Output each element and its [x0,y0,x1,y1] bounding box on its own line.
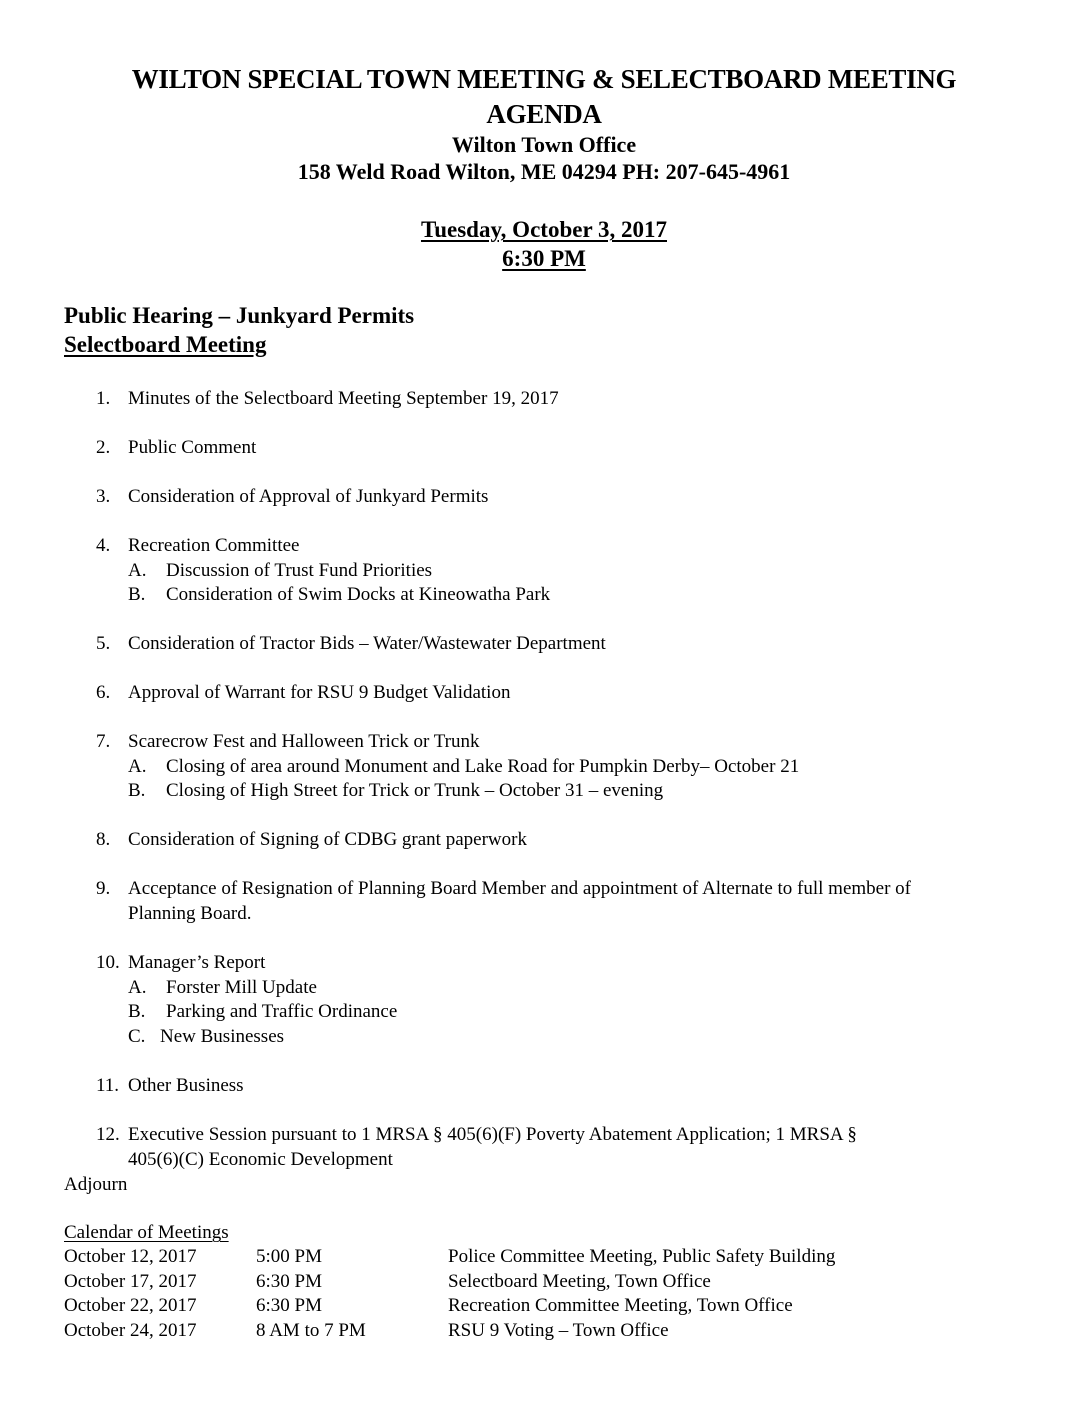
agenda-item-continuation: 405(6)(C) Economic Development [128,1149,393,1170]
agenda-subitem-letter: A. [128,977,147,998]
agenda-item-number: 5. [96,633,111,654]
agenda-subitem-text: Discussion of Trust Fund Priorities [166,560,433,581]
agenda-item-text: Consideration of Approval of Junkyard Permits [128,486,489,507]
agenda-item-number: 6. [96,682,111,703]
agenda-item-text: Manager’s Report [128,952,266,973]
agenda-item-number: 8. [96,829,111,850]
agenda-subitem-letter: B. [128,584,146,605]
calendar-date: October 17, 2017 [64,1270,197,1292]
agenda-item-number: 11. [96,1075,120,1096]
agenda-subitem-letter: C. [128,1026,146,1047]
agenda-item-text: Consideration of Signing of CDBG grant paperwork [128,829,527,850]
document-title: WILTON SPECIAL TOWN MEETING & SELECTBOARD MEETING [131,64,957,94]
calendar-heading: Calendar of Meetings [64,1222,229,1243]
calendar-event: Recreation Committee Meeting, Town Office [448,1295,793,1316]
calendar-date: October 12, 2017 [64,1246,197,1267]
meeting-date-line [0,217,1088,243]
office-address: 158 Weld Road Wilton, ME 04294 PH: 207-645-4961 [297,159,791,184]
agenda-subitem-text: Forster Mill Update [166,977,317,998]
agenda-item-number: 12. [96,1124,120,1145]
public-hearing-heading: Public Hearing – Junkyard Permits [64,303,415,328]
meeting-time-line [0,246,1088,272]
agenda-item-number: 7. [96,731,111,752]
calendar-date: October 24, 2017 [64,1319,197,1341]
agenda-subitem-text: Closing of High Street for Trick or Trunk – October 31 – evening [166,780,664,801]
agenda-subitem-text: New Businesses [160,1026,285,1047]
calendar-time: 6:30 PM [256,1295,322,1316]
agenda-item-text: Public Comment [128,437,257,458]
agenda-item-number: 9. [96,878,111,899]
office-name: Wilton Town Office [451,132,637,157]
agenda-subitem-text: Parking and Traffic Ordinance [166,1001,398,1022]
document-subtitle: AGENDA [486,99,602,129]
calendar-time: 5:00 PM [256,1246,322,1267]
calendar-time: 8 AM to 7 PM [256,1319,366,1341]
calendar-event: Police Committee Meeting, Public Safety Building [448,1246,836,1267]
agenda-item-number: 10. [96,952,120,973]
agenda-item-text: Other Business [128,1075,244,1096]
calendar-event: Selectboard Meeting, Town Office [448,1270,711,1292]
agenda-item-text: Acceptance of Resignation of Planning Board Member and appointment of Alternate to full member of [128,878,911,899]
meeting-time: 6:30 PM [502,246,586,271]
agenda-subitem-letter: B. [128,1001,146,1022]
agenda-subitem-letter: A. [128,560,147,581]
agenda-item-continuation: Planning Board. [128,903,252,924]
agenda-item-number: 1. [96,388,111,409]
calendar-event: RSU 9 Voting – Town Office [448,1319,669,1341]
adjourn-label: Adjourn [64,1174,128,1195]
agenda-item-text: Executive Session pursuant to 1 MRSA § 405(6)(F) Poverty Abatement Application; 1 MRSA § [128,1124,857,1145]
agenda-subitem-letter: B. [128,780,146,801]
agenda-subitem-letter: A. [128,756,147,777]
selectboard-heading: Selectboard Meeting [64,332,267,357]
agenda-item-number: 4. [96,535,111,556]
agenda-item-number: 2. [96,437,111,458]
calendar-date: October 22, 2017 [64,1295,197,1316]
calendar-time: 6:30 PM [256,1270,322,1292]
agenda-item-text: Approval of Warrant for RSU 9 Budget Validation [128,682,511,703]
meeting-date: Tuesday, October 3, 2017 [420,217,667,242]
agenda-subitem-text: Closing of area around Monument and Lake Road for Pumpkin Derby– October 21 [166,756,800,777]
agenda-item-text: Scarecrow Fest and Halloween Trick or Trunk [128,731,480,752]
agenda-item-text: Minutes of the Selectboard Meeting September 19, 2017 [128,388,559,409]
agenda-item-text: Recreation Committee [128,535,300,556]
agenda-item-number: 3. [96,486,111,507]
agenda-item-text: Consideration of Tractor Bids – Water/Wastewater Department [128,633,606,654]
agenda-subitem-text: Consideration of Swim Docks at Kineowatha Park [166,584,551,605]
